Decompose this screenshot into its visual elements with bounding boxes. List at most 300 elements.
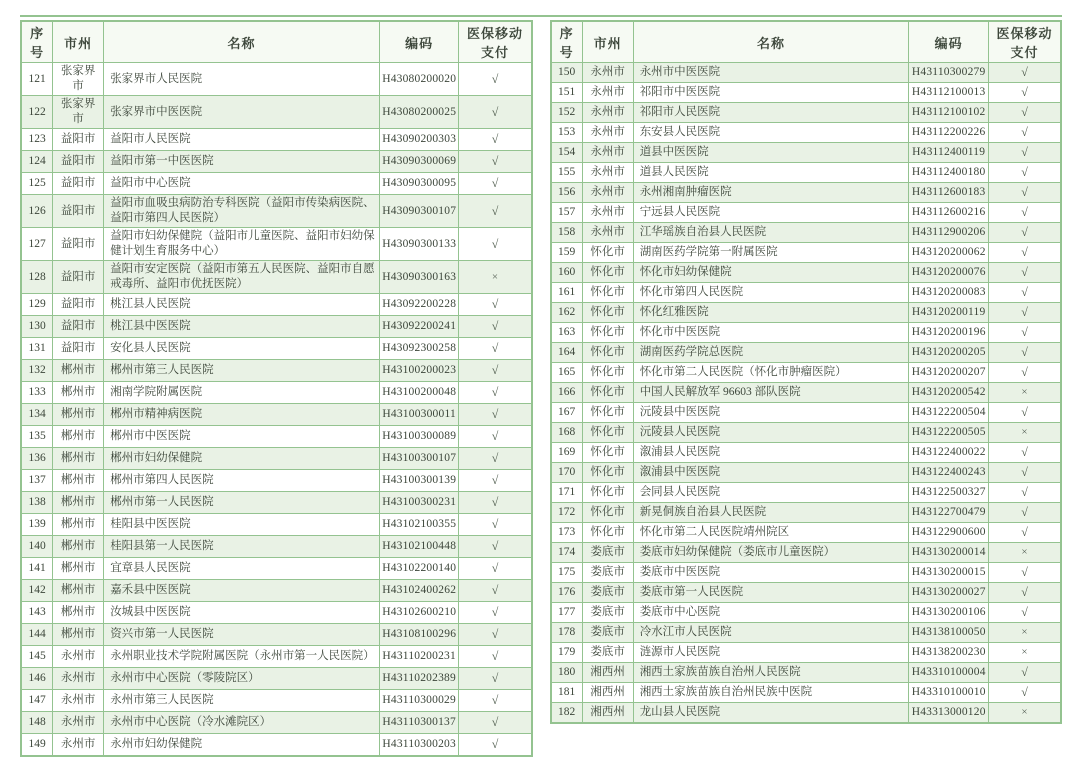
row-number-cell: 139: [21, 514, 53, 536]
mobile-pay-cell: √: [459, 734, 532, 756]
mobile-pay-cell: √: [988, 223, 1061, 243]
city-cell: 郴州市: [53, 360, 104, 382]
hospital-name-cell: 益阳市安定医院（益阳市第五人民医院、益阳市自愿戒毒所、益阳市优抚医院）: [104, 261, 380, 294]
mobile-pay-cell: ×: [988, 623, 1061, 643]
hospital-name-cell: 永州湘南肿瘤医院: [633, 183, 909, 203]
hospital-name-cell: 永州市妇幼保健院: [104, 734, 380, 756]
table-row: [21, 558, 532, 580]
table-row: [551, 503, 1062, 523]
table-row: [21, 316, 532, 338]
row-number-cell: 176: [551, 583, 583, 603]
city-cell: 郴州市: [53, 426, 104, 448]
city-cell: 娄底市: [582, 543, 633, 563]
code-cell: H43310100004: [909, 663, 989, 683]
row-number-cell: 125: [21, 173, 53, 195]
table-row: [551, 483, 1062, 503]
mobile-pay-cell: ×: [988, 703, 1061, 723]
hospital-name-cell: 怀化市第二人民医院靖州院区: [633, 523, 909, 543]
mobile-pay-cell: √: [459, 63, 532, 96]
city-cell: 郴州市: [53, 558, 104, 580]
code-cell: H43122500327: [909, 483, 989, 503]
row-number-cell: 180: [551, 663, 583, 683]
table-row: [551, 223, 1062, 243]
table-row: [551, 523, 1062, 543]
column-header-city: 市州: [582, 21, 633, 63]
mobile-pay-cell: √: [988, 363, 1061, 383]
hospital-name-cell: 永州市中心医院（冷水滩院区）: [104, 712, 380, 734]
mobile-pay-cell: √: [459, 228, 532, 261]
city-cell: 怀化市: [582, 523, 633, 543]
table-row: [551, 103, 1062, 123]
row-number-cell: 154: [551, 143, 583, 163]
table-row: [551, 63, 1062, 83]
city-cell: 湘西州: [582, 683, 633, 703]
mobile-pay-cell: √: [988, 483, 1061, 503]
city-cell: 怀化市: [582, 283, 633, 303]
mobile-pay-cell: √: [988, 683, 1061, 703]
city-cell: 娄底市: [582, 603, 633, 623]
mobile-pay-cell: √: [459, 151, 532, 173]
hospital-name-cell: 桂阳县第一人民医院: [104, 536, 380, 558]
mobile-pay-cell: √: [988, 103, 1061, 123]
city-cell: 娄底市: [582, 623, 633, 643]
row-number-cell: 155: [551, 163, 583, 183]
table-row: [21, 712, 532, 734]
row-number-cell: 161: [551, 283, 583, 303]
code-cell: H43090300069: [379, 151, 459, 173]
table-row: [551, 423, 1062, 443]
hospital-name-cell: 涟源市人民医院: [633, 643, 909, 663]
city-cell: 益阳市: [53, 195, 104, 228]
table-row: [551, 663, 1062, 683]
row-number-cell: 145: [21, 646, 53, 668]
table-row: [551, 143, 1062, 163]
row-number-cell: 158: [551, 223, 583, 243]
row-number-cell: 167: [551, 403, 583, 423]
hospital-name-cell: 新晃侗族自治县人民医院: [633, 503, 909, 523]
row-number-cell: 174: [551, 543, 583, 563]
mobile-pay-cell: √: [459, 646, 532, 668]
hospital-name-cell: 娄底市第一人民医院: [633, 583, 909, 603]
code-cell: H43122400022: [909, 443, 989, 463]
mobile-pay-cell: √: [459, 690, 532, 712]
row-number-cell: 152: [551, 103, 583, 123]
city-cell: 怀化市: [582, 463, 633, 483]
city-cell: 益阳市: [53, 294, 104, 316]
mobile-pay-cell: √: [988, 563, 1061, 583]
table-row: [551, 323, 1062, 343]
city-cell: 湘西州: [582, 663, 633, 683]
city-cell: 怀化市: [582, 443, 633, 463]
code-cell: H43120200062: [909, 243, 989, 263]
hospital-name-cell: 祁阳市中医医院: [633, 83, 909, 103]
city-cell: 永州市: [53, 668, 104, 690]
table-row: [21, 228, 532, 261]
mobile-pay-cell: √: [459, 668, 532, 690]
city-cell: 怀化市: [582, 363, 633, 383]
code-cell: H43120200076: [909, 263, 989, 283]
code-cell: H43120200205: [909, 343, 989, 363]
hospital-name-cell: 怀化市第二人民医院（怀化市肿瘤医院）: [633, 363, 909, 383]
code-cell: H43110202389: [379, 668, 459, 690]
hospital-name-cell: 益阳市妇幼保健院（益阳市儿童医院、益阳市妇幼保健计划生育服务中心）: [104, 228, 380, 261]
city-cell: 怀化市: [582, 263, 633, 283]
column-header-pay: 医保移动支付: [988, 21, 1061, 63]
mobile-pay-cell: √: [988, 83, 1061, 103]
city-cell: 益阳市: [53, 261, 104, 294]
code-cell: H43112400180: [909, 163, 989, 183]
row-number-cell: 156: [551, 183, 583, 203]
mobile-pay-cell: √: [988, 403, 1061, 423]
city-cell: 怀化市: [582, 403, 633, 423]
code-cell: H43092300258: [379, 338, 459, 360]
hospital-name-cell: 祁阳市人民医院: [633, 103, 909, 123]
hospital-name-cell: 湘南学院附属医院: [104, 382, 380, 404]
code-cell: H43112600216: [909, 203, 989, 223]
row-number-cell: 124: [21, 151, 53, 173]
hospital-name-cell: 资兴市第一人民医院: [104, 624, 380, 646]
mobile-pay-cell: √: [459, 129, 532, 151]
code-cell: H43100300139: [379, 470, 459, 492]
row-number-cell: 147: [21, 690, 53, 712]
code-cell: H43112200226: [909, 123, 989, 143]
hospital-name-cell: 郴州市第四人民医院: [104, 470, 380, 492]
row-number-cell: 132: [21, 360, 53, 382]
mobile-pay-cell: √: [459, 96, 532, 129]
hospital-name-cell: 湖南医药学院第一附属医院: [633, 243, 909, 263]
code-cell: H43120200083: [909, 283, 989, 303]
table-row: [551, 683, 1062, 703]
mobile-pay-cell: ×: [459, 261, 532, 294]
row-number-cell: 142: [21, 580, 53, 602]
code-cell: H43100300231: [379, 492, 459, 514]
code-cell: H43120200196: [909, 323, 989, 343]
hospital-name-cell: 沅陵县人民医院: [633, 423, 909, 443]
row-number-cell: 178: [551, 623, 583, 643]
column-header-pay: 医保移动支付: [459, 21, 532, 63]
code-cell: H43100300089: [379, 426, 459, 448]
table-row: [551, 163, 1062, 183]
row-number-cell: 140: [21, 536, 53, 558]
mobile-pay-cell: √: [988, 123, 1061, 143]
row-number-cell: 137: [21, 470, 53, 492]
code-cell: H43130200106: [909, 603, 989, 623]
mobile-pay-cell: √: [459, 316, 532, 338]
row-number-cell: 179: [551, 643, 583, 663]
table-row: [21, 173, 532, 195]
hospital-name-cell: 会同县人民医院: [633, 483, 909, 503]
hospital-name-cell: 郴州市第三人民医院: [104, 360, 380, 382]
hospital-name-cell: 桃江县中医医院: [104, 316, 380, 338]
row-number-cell: 182: [551, 703, 583, 723]
city-cell: 娄底市: [582, 563, 633, 583]
column-header-no: 序号: [21, 21, 53, 63]
table-row: [21, 151, 532, 173]
city-cell: 张家界市: [53, 63, 104, 96]
table-row: [21, 382, 532, 404]
mobile-pay-cell: √: [988, 323, 1061, 343]
table-row: [21, 690, 532, 712]
mobile-pay-cell: √: [988, 463, 1061, 483]
code-cell: H43108100296: [379, 624, 459, 646]
table-row: [21, 514, 532, 536]
code-cell: H43130200027: [909, 583, 989, 603]
hospital-name-cell: 湖南医药学院总医院: [633, 343, 909, 363]
hospital-name-cell: 湘西土家族苗族自治州人民医院: [633, 663, 909, 683]
code-cell: H43102400262: [379, 580, 459, 602]
row-number-cell: 162: [551, 303, 583, 323]
row-number-cell: 173: [551, 523, 583, 543]
row-number-cell: 130: [21, 316, 53, 338]
mobile-pay-cell: √: [459, 338, 532, 360]
row-number-cell: 134: [21, 404, 53, 426]
hospital-name-cell: 道县人民医院: [633, 163, 909, 183]
row-number-cell: 172: [551, 503, 583, 523]
hospital-name-cell: 郴州市妇幼保健院: [104, 448, 380, 470]
mobile-pay-cell: √: [988, 63, 1061, 83]
row-number-cell: 160: [551, 263, 583, 283]
mobile-pay-cell: √: [988, 283, 1061, 303]
table-row: [21, 426, 532, 448]
mobile-pay-cell: √: [459, 602, 532, 624]
row-number-cell: 169: [551, 443, 583, 463]
row-number-cell: 164: [551, 343, 583, 363]
city-cell: 郴州市: [53, 514, 104, 536]
hospital-name-cell: 冷水江市人民医院: [633, 623, 909, 643]
code-cell: H43122400243: [909, 463, 989, 483]
mobile-pay-cell: ×: [988, 543, 1061, 563]
city-cell: 怀化市: [582, 383, 633, 403]
city-cell: 永州市: [582, 63, 633, 83]
code-cell: H43090300095: [379, 173, 459, 195]
code-cell: H43122900600: [909, 523, 989, 543]
hospital-name-cell: 永州市第三人民医院: [104, 690, 380, 712]
column-header-name: 名称: [633, 21, 909, 63]
code-cell: H43080200025: [379, 96, 459, 129]
hospital-name-cell: 溆浦县人民医院: [633, 443, 909, 463]
hospital-name-cell: 中国人民解放军 96603 部队医院: [633, 383, 909, 403]
city-cell: 娄底市: [582, 643, 633, 663]
row-number-cell: 165: [551, 363, 583, 383]
code-cell: H43112100102: [909, 103, 989, 123]
mobile-pay-cell: √: [459, 382, 532, 404]
table-row: [551, 643, 1062, 663]
code-cell: H43122200504: [909, 403, 989, 423]
code-cell: H43138100050: [909, 623, 989, 643]
hospital-name-cell: 江华瑶族自治县人民医院: [633, 223, 909, 243]
mobile-pay-cell: √: [459, 712, 532, 734]
table-row: [21, 646, 532, 668]
code-cell: H43102600210: [379, 602, 459, 624]
hospital-name-cell: 永州市中医医院: [633, 63, 909, 83]
code-cell: H43092200228: [379, 294, 459, 316]
hospital-name-cell: 龙山县人民医院: [633, 703, 909, 723]
table-row: [551, 563, 1062, 583]
table-row: [21, 580, 532, 602]
code-cell: H43122200505: [909, 423, 989, 443]
city-cell: 怀化市: [582, 343, 633, 363]
code-cell: H43122700479: [909, 503, 989, 523]
code-cell: H43112600183: [909, 183, 989, 203]
mobile-pay-cell: √: [988, 203, 1061, 223]
table-row: [551, 543, 1062, 563]
table-row: [21, 668, 532, 690]
mobile-pay-cell: √: [988, 143, 1061, 163]
city-cell: 益阳市: [53, 338, 104, 360]
city-cell: 益阳市: [53, 129, 104, 151]
table-row: [21, 734, 532, 756]
city-cell: 怀化市: [582, 243, 633, 263]
hospital-name-cell: 怀化市中医医院: [633, 323, 909, 343]
city-cell: 永州市: [582, 163, 633, 183]
city-cell: 娄底市: [582, 583, 633, 603]
row-number-cell: 135: [21, 426, 53, 448]
mobile-pay-cell: √: [988, 243, 1061, 263]
mobile-pay-cell: ×: [988, 423, 1061, 443]
table-row: [21, 602, 532, 624]
mobile-pay-cell: √: [459, 470, 532, 492]
hospital-name-cell: 宁远县人民医院: [633, 203, 909, 223]
table-row: [21, 536, 532, 558]
hospital-name-cell: 桃江县人民医院: [104, 294, 380, 316]
row-number-cell: 136: [21, 448, 53, 470]
code-cell: H43112900206: [909, 223, 989, 243]
mobile-pay-cell: √: [459, 492, 532, 514]
table-row: [551, 283, 1062, 303]
code-cell: H43102100448: [379, 536, 459, 558]
row-number-cell: 123: [21, 129, 53, 151]
mobile-pay-cell: √: [988, 263, 1061, 283]
mobile-pay-cell: √: [459, 360, 532, 382]
code-cell: H43130200015: [909, 563, 989, 583]
hospital-name-cell: 怀化市妇幼保健院: [633, 263, 909, 283]
hospital-name-cell: 益阳市中心医院: [104, 173, 380, 195]
city-cell: 永州市: [53, 712, 104, 734]
code-cell: H43110300029: [379, 690, 459, 712]
mobile-pay-cell: √: [988, 603, 1061, 623]
mobile-pay-cell: √: [459, 514, 532, 536]
hospital-name-cell: 益阳市人民医院: [104, 129, 380, 151]
city-cell: 永州市: [582, 103, 633, 123]
header-row: [551, 21, 1062, 63]
table-row: [551, 243, 1062, 263]
row-number-cell: 151: [551, 83, 583, 103]
row-number-cell: 168: [551, 423, 583, 443]
city-cell: 永州市: [53, 690, 104, 712]
hospital-name-cell: 沅陵县中医医院: [633, 403, 909, 423]
code-cell: H43138200230: [909, 643, 989, 663]
mobile-pay-cell: √: [459, 580, 532, 602]
row-number-cell: 144: [21, 624, 53, 646]
code-cell: H43120200207: [909, 363, 989, 383]
table-row: [21, 294, 532, 316]
city-cell: 郴州市: [53, 382, 104, 404]
mobile-pay-cell: √: [459, 536, 532, 558]
code-cell: H43090300107: [379, 195, 459, 228]
mobile-pay-cell: √: [459, 404, 532, 426]
row-number-cell: 146: [21, 668, 53, 690]
row-number-cell: 175: [551, 563, 583, 583]
code-cell: H43110300137: [379, 712, 459, 734]
city-cell: 益阳市: [53, 173, 104, 195]
table-row: [21, 360, 532, 382]
table-row: [551, 583, 1062, 603]
table-row: [551, 623, 1062, 643]
hospital-name-cell: 郴州市中医医院: [104, 426, 380, 448]
city-cell: 益阳市: [53, 316, 104, 338]
table-row: [551, 443, 1062, 463]
column-header-code: 编码: [909, 21, 989, 63]
row-number-cell: 127: [21, 228, 53, 261]
table-row: [551, 603, 1062, 623]
mobile-pay-cell: √: [459, 173, 532, 195]
row-number-cell: 126: [21, 195, 53, 228]
hospital-table-right: [550, 20, 1063, 724]
row-number-cell: 150: [551, 63, 583, 83]
column-header-name: 名称: [104, 21, 380, 63]
city-cell: 怀化市: [582, 483, 633, 503]
city-cell: 郴州市: [53, 536, 104, 558]
row-number-cell: 143: [21, 602, 53, 624]
city-cell: 永州市: [582, 203, 633, 223]
city-cell: 怀化市: [582, 503, 633, 523]
table-row: [551, 343, 1062, 363]
table-row: [21, 404, 532, 426]
row-number-cell: 170: [551, 463, 583, 483]
city-cell: 郴州市: [53, 580, 104, 602]
row-number-cell: 149: [21, 734, 53, 756]
code-cell: H43090300133: [379, 228, 459, 261]
mobile-pay-cell: ×: [988, 643, 1061, 663]
city-cell: 永州市: [582, 183, 633, 203]
row-number-cell: 171: [551, 483, 583, 503]
city-cell: 怀化市: [582, 303, 633, 323]
code-cell: H43102100355: [379, 514, 459, 536]
code-cell: H43100200023: [379, 360, 459, 382]
table-row: [551, 363, 1062, 383]
hospital-name-cell: 娄底市中医医院: [633, 563, 909, 583]
hospital-name-cell: 张家界市人民医院: [104, 63, 380, 96]
hospital-name-cell: 张家界市中医医院: [104, 96, 380, 129]
column-header-no: 序号: [551, 21, 583, 63]
city-cell: 永州市: [582, 223, 633, 243]
city-cell: 永州市: [582, 143, 633, 163]
hospital-name-cell: 汝城县中医医院: [104, 602, 380, 624]
mobile-pay-cell: √: [988, 303, 1061, 323]
code-cell: H43080200020: [379, 63, 459, 96]
mobile-pay-cell: √: [988, 163, 1061, 183]
code-cell: H43090300163: [379, 261, 459, 294]
hospital-name-cell: 道县中医医院: [633, 143, 909, 163]
mobile-pay-cell: √: [459, 558, 532, 580]
table-row: [21, 338, 532, 360]
city-cell: 郴州市: [53, 448, 104, 470]
table-row: [21, 470, 532, 492]
table-row: [21, 624, 532, 646]
city-cell: 永州市: [582, 123, 633, 143]
hospital-name-cell: 益阳市血吸虫病防治专科医院（益阳市传染病医院、益阳市第四人民医院）: [104, 195, 380, 228]
hospital-tables: [20, 20, 1062, 757]
table-row: [21, 448, 532, 470]
city-cell: 益阳市: [53, 228, 104, 261]
table-row: [551, 383, 1062, 403]
table-row: [21, 96, 532, 129]
mobile-pay-cell: √: [988, 503, 1061, 523]
table-row: [21, 261, 532, 294]
mobile-pay-cell: √: [459, 448, 532, 470]
table-row: [551, 183, 1062, 203]
table-row: [551, 203, 1062, 223]
